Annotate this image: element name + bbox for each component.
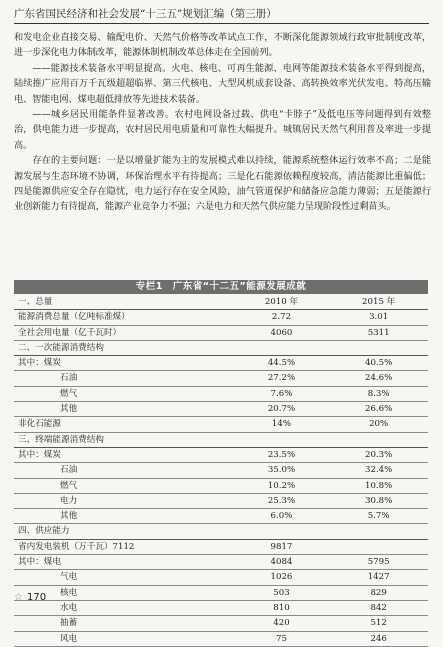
value-2010: 44.5%	[234, 356, 330, 371]
table-row	[14, 585, 428, 600]
value-2015: 512	[329, 616, 428, 631]
value-2010: 4060	[234, 325, 330, 340]
table-row	[14, 509, 428, 524]
value-2010: 810	[234, 600, 330, 615]
value-2010: 25.3%	[234, 493, 330, 508]
watermark-icon: ☆	[14, 592, 23, 603]
table-header-cell: 一、总量	[14, 295, 234, 310]
row-label: 气电	[14, 570, 234, 585]
table-row	[14, 386, 428, 401]
value-2010: 503	[234, 585, 330, 600]
value-2010: 23.5%	[234, 447, 330, 462]
row-label: 其中：煤炭	[14, 356, 234, 371]
row-label: 燃气	[14, 386, 234, 401]
value-2015: 1427	[329, 570, 428, 585]
value-2015: 8.3%	[329, 386, 428, 401]
table-row	[14, 478, 428, 493]
table-header-cell: 2015 年	[329, 295, 428, 310]
value-2010: 1026	[234, 570, 330, 585]
row-label: 风电	[14, 631, 234, 646]
value-2010	[234, 524, 330, 539]
value-2010: 20.7%	[234, 402, 330, 417]
row-label: 水电	[14, 600, 234, 615]
value-2010: 35.0%	[234, 463, 330, 478]
row-label: 石油	[14, 463, 234, 478]
value-2015: 20%	[329, 417, 428, 432]
value-2015	[329, 524, 428, 539]
value-2015: 40.5%	[329, 356, 428, 371]
value-2015	[329, 340, 428, 355]
value-2015: 10.8%	[329, 478, 428, 493]
value-2015: 829	[329, 585, 428, 600]
table-row	[14, 310, 428, 325]
row-label: 四、供应能力	[14, 524, 234, 539]
value-2010: 10.2%	[234, 478, 330, 493]
table-row	[14, 570, 428, 585]
row-label: 其他	[14, 402, 234, 417]
value-2015: 24.6%	[329, 371, 428, 386]
table-row	[14, 371, 428, 386]
value-2015: 30.8%	[329, 493, 428, 508]
value-2015: 32.4%	[329, 463, 428, 478]
value-2015: 26.6%	[329, 402, 428, 417]
value-2015: 20.3%	[329, 447, 428, 462]
table-row	[14, 356, 428, 371]
body-text	[14, 30, 431, 215]
table-row	[14, 447, 428, 462]
table-row	[14, 417, 428, 432]
table-row	[14, 340, 428, 355]
row-label: 二、一次能源消费结构	[14, 340, 234, 355]
paragraph: 存在的主要问题：一是以增量扩能为主的发展模式难以持续，能源系统整体运行效率不高；二是能源发展与生态环境不协调，环保治理水平有待提高；三是化石能源依赖程度较高，清洁能源比重偏低；四是能源供应安全存在隐忧，电力运行存在安全风险，油气管道保护和储备应急能力薄弱；五是能源行业创新能力有待提高，能源产业竞争力不强；六是电力和天然气供应能力呈现阶段性过剩苗头。	[14, 155, 431, 213]
table-row	[14, 539, 428, 554]
page-footer	[14, 592, 46, 603]
value-2010: 7.6%	[234, 386, 330, 401]
running-header: 广东省国民经济和社会发展“十三五”规划汇编（第三册）	[14, 7, 429, 24]
value-2010: 14%	[234, 417, 330, 432]
value-2015	[329, 539, 428, 554]
value-2015: 5.7%	[329, 509, 428, 524]
table-row	[14, 600, 428, 615]
page-number: 170	[26, 592, 47, 603]
table-row	[14, 402, 428, 417]
row-label: 其中：煤电	[14, 555, 234, 570]
paragraph: ——城乡居民用能条件显著改善。农村电网设备过载、供电“卡脖子”及低电压等问题得到有效整治，供电能力进一步提高，农村居民用电质量和可靠性大幅提升。城镇居民天然气利用普及率进一步提高。	[14, 109, 431, 151]
row-label: 燃气	[14, 478, 234, 493]
table-row	[14, 555, 428, 570]
value-2015	[329, 432, 428, 447]
row-label: 非化石能源	[14, 417, 234, 432]
row-label: 其他	[14, 509, 234, 524]
paragraph: 和发电企业直接交易、输配电价、天然气价格等改革试点工作，不断深化能源领域行政审批制度改革，进一步深化电力体制改革，能源体制机制改革总体走在全国前列。	[14, 32, 431, 59]
table-header-row	[14, 295, 428, 310]
table-row	[14, 524, 428, 539]
row-label: 能源消费总量（亿吨标准煤）	[14, 310, 234, 325]
value-2010: 9817	[234, 539, 330, 554]
table-row	[14, 493, 428, 508]
table-row	[14, 616, 428, 631]
table-title: 专栏1 广东省“十二五”能源发展成就	[14, 280, 428, 294]
row-label: 石油	[14, 371, 234, 386]
value-2015: 5795	[329, 555, 428, 570]
value-2015: 246	[329, 631, 428, 646]
table-row	[14, 432, 428, 447]
table-row	[14, 463, 428, 478]
value-2010: 2.72	[234, 310, 330, 325]
value-2010	[234, 340, 330, 355]
table-row	[14, 631, 428, 646]
value-2015: 5311	[329, 325, 428, 340]
value-2010: 75	[234, 631, 330, 646]
row-label: 电力	[14, 493, 234, 508]
value-2015: 842	[329, 600, 428, 615]
table-header-cell: 2010 年	[234, 295, 330, 310]
row-label: 抽蓄	[14, 616, 234, 631]
value-2010: 6.0%	[234, 509, 330, 524]
energy-achievement-table	[14, 295, 428, 647]
row-label: 其中：煤炭	[14, 447, 234, 462]
paragraph: ——能源技术装备水平明显提高。火电、核电、可再生能源、电网等能源技术装备水平得到提高，陆续推广应用百万千瓦级超超临界、第三代核电、大型风机成套设备、高转换效率光伏发电、特高压输电、智能电网、煤电超低排放等先进技术装备。	[14, 62, 431, 105]
table-row	[14, 325, 428, 340]
value-2010	[234, 432, 330, 447]
value-2015: 3.01	[329, 310, 428, 325]
row-label: 三、终端能源消费结构	[14, 432, 234, 447]
row-label: 核电	[14, 585, 234, 600]
value-2010: 420	[234, 616, 330, 631]
value-2010: 4084	[234, 555, 330, 570]
row-label: 全社会用电量（亿千瓦时）	[14, 325, 234, 340]
value-2010: 27.2%	[234, 371, 330, 386]
row-label: 省内发电装机（万千瓦）7112	[14, 539, 234, 554]
